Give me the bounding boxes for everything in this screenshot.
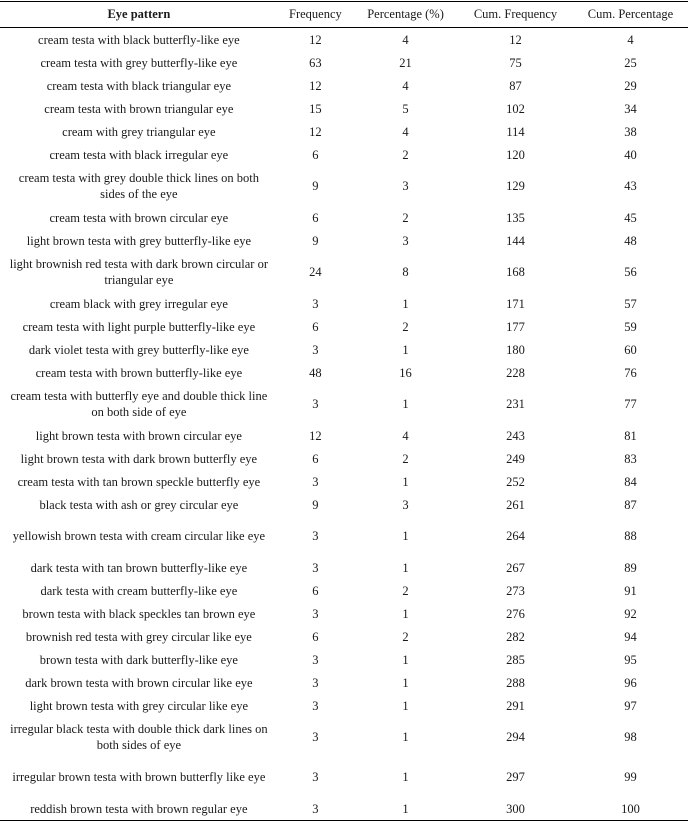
cell-cum-percentage: 43 (624, 179, 637, 193)
cell-percentage: 3 (402, 233, 409, 248)
cell-frequency: 3 (312, 529, 319, 543)
table-row (0, 97, 688, 120)
cell-eye-pattern: irregular black testa with double thick dark lines on both sides of eye (10, 722, 268, 752)
cell-eye-pattern: cream testa with grey double thick lines on both sides of the eye (18, 171, 259, 201)
cell-frequency: 3 (312, 652, 319, 667)
table-row (0, 579, 688, 602)
cell-cum-frequency: 264 (506, 529, 525, 543)
cell-eye-pattern: light brown testa with dark brown butterfly eye (20, 451, 258, 466)
cell-percentage: 1 (402, 397, 409, 411)
cell-frequency: 3 (312, 397, 319, 411)
header-frequency: Frequency (278, 2, 353, 28)
cell-frequency: 15 (309, 101, 322, 116)
eye-pattern-table (0, 1, 688, 821)
cell-percentage: 1 (402, 529, 409, 543)
table-row (0, 166, 688, 206)
cell-percentage: 1 (402, 675, 409, 690)
cell-percentage: 4 (402, 124, 409, 139)
cell-cum-frequency: 291 (506, 698, 525, 713)
cell-percentage: 2 (402, 210, 409, 225)
header-percentage: Percentage (%) (353, 2, 458, 28)
cell-cum-frequency: 228 (506, 365, 525, 380)
cell-percentage: 2 (402, 629, 409, 644)
cell-eye-pattern: cream with grey triangular eye (62, 124, 216, 139)
cell-cum-percentage: 87 (624, 497, 637, 512)
cell-cum-frequency: 177 (506, 319, 525, 334)
cell-percentage: 16 (399, 365, 412, 380)
cell-cum-frequency: 135 (506, 210, 525, 225)
cell-frequency: 3 (278, 797, 353, 821)
cell-frequency: 6 (312, 583, 319, 598)
cell-cum-frequency: 282 (506, 629, 525, 644)
cell-cum-percentage: 95 (624, 652, 637, 667)
cell-percentage: 2 (402, 319, 409, 334)
cell-percentage: 2 (402, 451, 409, 466)
cell-frequency: 63 (309, 55, 322, 70)
table-row (0, 797, 688, 821)
cell-eye-pattern: cream testa with light purple butterfly-like eye (22, 319, 256, 334)
cell-percentage: 1 (402, 560, 409, 575)
cell-frequency: 6 (312, 210, 319, 225)
cell-percentage: 4 (402, 428, 409, 443)
table-row (0, 648, 688, 671)
cell-cum-percentage: 59 (624, 319, 637, 334)
cell-percentage: 1 (353, 797, 458, 821)
cell-frequency: 12 (309, 78, 322, 93)
cell-percentage: 4 (402, 78, 409, 93)
cell-frequency: 6 (312, 147, 319, 162)
cell-eye-pattern: brown testa with black speckles tan brown eye (22, 606, 256, 621)
cell-percentage: 1 (402, 342, 409, 357)
cell-percentage: 1 (402, 296, 409, 311)
cell-eye-pattern: cream testa with grey butterfly-like eye (40, 55, 238, 70)
table-row (0, 338, 688, 361)
cell-cum-percentage: 56 (624, 265, 637, 279)
cell-cum-frequency: 180 (506, 342, 525, 357)
cell-frequency: 9 (312, 179, 319, 193)
cell-cum-frequency: 129 (506, 179, 525, 193)
cell-cum-percentage: 97 (624, 698, 637, 713)
cell-eye-pattern: light brown testa with grey butterfly-like eye (26, 233, 251, 248)
cell-frequency: 3 (312, 474, 319, 489)
cell-eye-pattern: cream testa with tan brown speckle butterfly eye (17, 474, 261, 489)
cell-cum-frequency: 171 (506, 296, 525, 311)
cell-cum-frequency: 261 (506, 497, 525, 512)
cell-cum-percentage: 45 (624, 210, 637, 225)
cell-cum-frequency: 168 (506, 265, 525, 279)
cell-percentage: 1 (402, 770, 409, 784)
cell-cum-frequency: 114 (506, 124, 525, 139)
cell-eye-pattern: light brown testa with grey circular like eye (29, 698, 249, 713)
cell-frequency: 12 (309, 32, 322, 47)
cell-cum-frequency: 252 (506, 474, 525, 489)
cell-cum-frequency: 75 (509, 55, 522, 70)
table-row (0, 143, 688, 166)
cell-percentage: 5 (402, 101, 409, 116)
cell-cum-frequency: 276 (506, 606, 525, 621)
cell-cum-frequency: 297 (506, 770, 525, 784)
header-row (0, 2, 688, 28)
cell-eye-pattern: light brown testa with brown circular eye (35, 428, 242, 443)
cell-frequency: 6 (312, 319, 319, 334)
cell-eye-pattern: cream testa with brown circular eye (49, 210, 229, 225)
table-header (0, 2, 688, 28)
cell-eye-pattern: dark testa with cream butterfly-like eye (40, 583, 238, 598)
cell-cum-percentage: 38 (624, 124, 637, 139)
cell-percentage: 1 (402, 698, 409, 713)
cell-eye-pattern: cream testa with brown triangular eye (44, 101, 234, 116)
cell-cum-percentage: 99 (624, 770, 637, 784)
table-row (0, 229, 688, 252)
table-row (0, 516, 688, 556)
header-cum-frequency: Cum. Frequency (458, 2, 573, 28)
cell-eye-pattern: black testa with ash or grey circular eye (39, 497, 239, 512)
cell-cum-percentage: 76 (624, 365, 637, 380)
cell-eye-pattern: brownish red testa with grey circular like eye (25, 629, 252, 644)
cell-eye-pattern: cream testa with black butterfly-like eye (38, 32, 240, 47)
cell-cum-percentage: 84 (624, 474, 637, 489)
table-row (0, 252, 688, 292)
cell-eye-pattern: dark brown testa with brown circular like eye (25, 675, 253, 690)
table-row (0, 447, 688, 470)
table-row (0, 424, 688, 447)
cell-frequency: 3 (312, 675, 319, 690)
cell-percentage: 1 (402, 474, 409, 489)
cell-eye-pattern: cream testa with butterfly eye and double thick line on both side of eye (10, 389, 268, 419)
cell-percentage: 1 (402, 652, 409, 667)
cell-frequency: 3 (312, 296, 319, 311)
cell-eye-pattern: brown testa with dark butterfly-like eye (39, 652, 238, 667)
cell-eye-pattern: cream testa with black irregular eye (49, 147, 229, 162)
cell-cum-percentage: 57 (624, 296, 637, 311)
table-row (0, 292, 688, 315)
cell-cum-frequency: 243 (506, 428, 525, 443)
table-row (0, 361, 688, 384)
table-row (0, 74, 688, 97)
cell-frequency: 9 (312, 497, 319, 512)
cell-eye-pattern: reddish brown testa with brown regular eye (0, 797, 278, 821)
cell-cum-percentage: 81 (624, 428, 637, 443)
cell-percentage: 3 (402, 497, 409, 512)
cell-cum-percentage: 60 (624, 342, 637, 357)
cell-cum-frequency: 285 (506, 652, 525, 667)
cell-eye-pattern: dark testa with tan brown butterfly-like eye (30, 560, 248, 575)
cell-frequency: 24 (309, 265, 322, 279)
table-row (0, 625, 688, 648)
cell-percentage: 4 (402, 32, 409, 47)
cell-cum-frequency: 144 (506, 233, 525, 248)
cell-frequency: 3 (312, 606, 319, 621)
cell-cum-percentage: 88 (624, 529, 637, 543)
cell-eye-pattern: yellowish brown testa with cream circular like eye (12, 529, 266, 543)
cell-cum-percentage: 34 (624, 101, 637, 116)
cell-cum-percentage: 96 (624, 675, 637, 690)
cell-frequency: 12 (309, 124, 322, 139)
cell-percentage: 21 (399, 55, 412, 70)
cell-eye-pattern: light brownish red testa with dark brown circular or triangular eye (9, 257, 268, 287)
cell-percentage: 3 (402, 179, 409, 193)
cell-frequency: 3 (312, 560, 319, 575)
table-row (0, 671, 688, 694)
cell-cum-percentage: 100 (573, 797, 688, 821)
cell-cum-frequency: 288 (506, 675, 525, 690)
cell-frequency: 3 (312, 342, 319, 357)
cell-frequency: 9 (312, 233, 319, 248)
table-row (0, 493, 688, 516)
cell-cum-percentage: 94 (624, 629, 637, 644)
cell-percentage: 1 (402, 730, 409, 744)
cell-frequency: 48 (309, 365, 322, 380)
header-eye-pattern: Eye pattern (0, 2, 278, 28)
cell-eye-pattern: cream testa with brown butterfly-like eye (35, 365, 243, 380)
cell-eye-pattern: cream black with grey irregular eye (49, 296, 228, 311)
cell-percentage: 2 (402, 147, 409, 162)
cell-percentage: 8 (402, 265, 409, 279)
cell-frequency: 12 (309, 428, 322, 443)
cell-cum-frequency: 273 (506, 583, 525, 598)
cell-cum-frequency: 249 (506, 451, 525, 466)
cell-cum-percentage: 48 (624, 233, 637, 248)
table-row (0, 51, 688, 74)
table-row (0, 694, 688, 717)
cell-cum-percentage: 89 (624, 560, 637, 575)
table-row (0, 384, 688, 424)
cell-cum-frequency: 12 (509, 32, 522, 47)
table-row (0, 470, 688, 493)
cell-cum-percentage: 25 (624, 55, 637, 70)
cell-cum-percentage: 40 (624, 147, 637, 162)
cell-cum-percentage: 29 (624, 78, 637, 93)
cell-percentage: 2 (402, 583, 409, 598)
cell-cum-percentage: 83 (624, 451, 637, 466)
table-row (0, 28, 688, 52)
cell-eye-pattern: irregular brown testa with brown butterfly like eye (12, 770, 266, 784)
cell-frequency: 6 (312, 451, 319, 466)
table-row (0, 602, 688, 625)
cell-cum-frequency: 120 (506, 147, 525, 162)
table-row (0, 717, 688, 757)
cell-cum-percentage: 77 (624, 397, 637, 411)
cell-cum-percentage: 4 (627, 32, 634, 47)
cell-frequency: 3 (312, 730, 319, 744)
table-body (0, 28, 688, 821)
cell-cum-frequency: 87 (509, 78, 522, 93)
cell-frequency: 3 (312, 770, 319, 784)
cell-cum-frequency: 300 (458, 797, 573, 821)
cell-percentage: 1 (402, 606, 409, 621)
table-row (0, 120, 688, 143)
cell-eye-pattern: cream testa with black triangular eye (46, 78, 232, 93)
cell-cum-percentage: 91 (624, 583, 637, 598)
header-cum-percentage: Cum. Percentage (573, 2, 688, 28)
cell-frequency: 6 (312, 629, 319, 644)
table-row (0, 556, 688, 579)
cell-frequency: 3 (312, 698, 319, 713)
cell-eye-pattern: dark violet testa with grey butterfly-like eye (28, 342, 249, 357)
cell-cum-percentage: 98 (624, 730, 637, 744)
cell-cum-frequency: 267 (506, 560, 525, 575)
cell-cum-frequency: 294 (506, 730, 525, 744)
cell-cum-frequency: 231 (506, 397, 525, 411)
table-row (0, 206, 688, 229)
cell-cum-percentage: 92 (624, 606, 637, 621)
cell-cum-frequency: 102 (506, 101, 525, 116)
table-row (0, 757, 688, 797)
table-row (0, 315, 688, 338)
